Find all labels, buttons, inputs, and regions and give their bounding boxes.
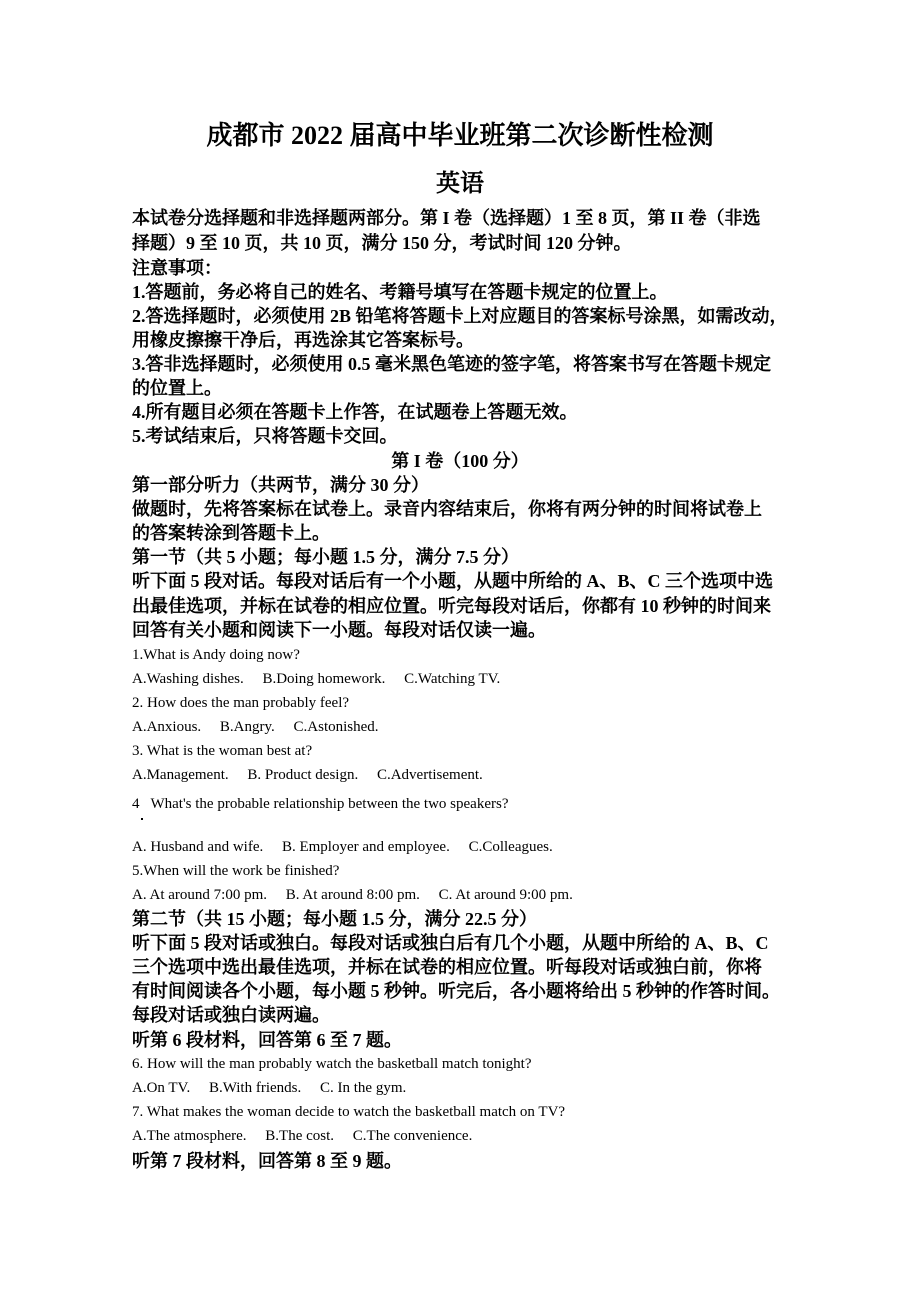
question-text: 1.What is Andy doing now? (132, 647, 300, 663)
instruction-line: 做题时，先将答案标在试卷上。录音内容结束后，你将有两分钟的时间将试卷上 (132, 499, 762, 519)
note-item: 2.答选择题时，必须使用 2B 铅笔将答题卡上对应题目的答案标号涂黑，如需改动， (132, 306, 788, 326)
question-text: 3. What is the woman best at? (132, 743, 313, 759)
instruction-line: 听下面 5 段对话或独白。每段对话或独白后有几个小题，从题中所给的 A、B、C (132, 933, 769, 953)
note-item: 4.所有题目必须在答题卡上作答，在试题卷上答题无效。 (132, 402, 578, 422)
question-text: 7. What makes the woman decide to watch the basketball match on TV? (132, 1104, 566, 1120)
instruction-line: 出最佳选项，并标在试卷的相应位置。听完每段对话后，你都有 10 秒钟的时间来 (132, 596, 771, 616)
volume-heading: 第 I 卷（100 分） (391, 451, 529, 471)
section-heading: 第二节（共 15 小题；每小题 1.5 分，满分 22.5 分） (132, 909, 537, 929)
question-options: A.Management. B. Product design. C.Advertisement. (132, 767, 483, 783)
intro-line: 本试卷分选择题和非选择题两部分。第 I 卷（选择题）1 至 8 页，第 II 卷（非选 (132, 208, 761, 228)
notes-heading: 注意事项： (132, 258, 222, 278)
question-text: 2. How does the man probably feel? (132, 695, 350, 711)
note-item: 的位置上。 (132, 378, 222, 398)
note-item: 5.考试结束后，只将答题卡交回。 (132, 426, 398, 446)
instruction-line: 的答案转涂到答题卡上。 (132, 523, 330, 543)
question-text: 6. How will the man probably watch the basketball match tonight? (132, 1056, 532, 1072)
stray-dot (141, 818, 143, 820)
question-text: 4 What's the probable relationship between the two speakers? (132, 796, 509, 812)
section-heading: 第一节（共 5 小题；每小题 1.5 分，满分 7.5 分） (132, 547, 519, 567)
question-options: A. Husband and wife. B. Employer and employee. C.Colleagues. (132, 839, 553, 855)
question-options: A.On TV. B.With friends. C. In the gym. (132, 1080, 407, 1096)
question-options: A.Washing dishes. B.Doing homework. C.Watching TV. (132, 671, 501, 687)
instruction-line: 三个选项中选出最佳选项，并标在试卷的相应位置。听每段对话或独白前，你将 (132, 957, 762, 977)
note-item: 用橡皮擦擦干净后，再选涂其它答案标号。 (132, 330, 474, 350)
question-options: A.The atmosphere. B.The cost. C.The convenience. (132, 1128, 473, 1144)
instruction-line: 听下面 5 段对话。每段对话后有一个小题，从题中所给的 A、B、C 三个选项中选 (132, 571, 774, 591)
subject-title: 英语 (436, 171, 484, 197)
part-heading: 第一部分听力（共两节，满分 30 分） (132, 475, 429, 495)
material-heading: 听第 7 段材料，回答第 8 至 9 题。 (132, 1151, 402, 1171)
instruction-line: 回答有关小题和阅读下一小题。每段对话仅读一遍。 (132, 620, 546, 640)
instruction-line: 每段对话或独白读两遍。 (132, 1005, 330, 1025)
note-item: 3.答非选择题时，必须使用 0.5 毫米黑色笔迹的签字笔，将答案书写在答题卡规定 (132, 354, 771, 374)
exam-title: 成都市 2022 届高中毕业班第二次诊断性检测 (206, 121, 714, 150)
question-options: A. At around 7:00 pm. B. At around 8:00 pm. C. At around 9:00 pm. (132, 887, 573, 903)
intro-line: 择题）9 至 10 页，共 10 页，满分 150 分，考试时间 120 分钟。 (132, 233, 632, 253)
question-text: 5.When will the work be finished? (132, 863, 340, 879)
instruction-line: 有时间阅读各个小题，每小题 5 秒钟。听完后，各小题将给出 5 秒钟的作答时间。 (132, 981, 780, 1001)
note-item: 1.答题前，务必将自己的姓名、考籍号填写在答题卡规定的位置上。 (132, 282, 668, 302)
material-heading: 听第 6 段材料，回答第 6 至 7 题。 (132, 1030, 402, 1050)
question-options: A.Anxious. B.Angry. C.Astonished. (132, 719, 379, 735)
